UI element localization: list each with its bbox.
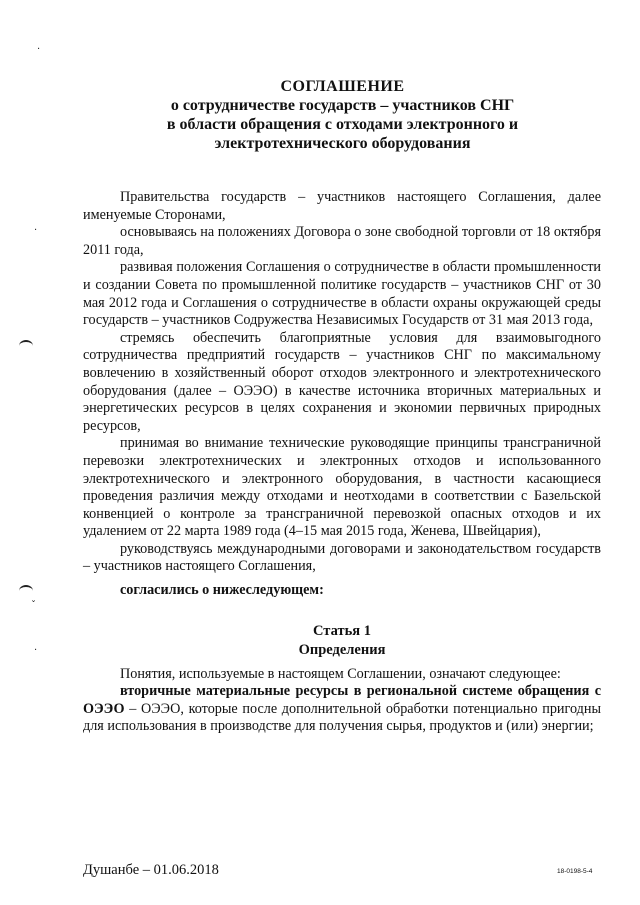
definitions-intro: Понятия, используемые в настоящем Соглашении, означают следующее:	[120, 665, 561, 682]
preamble-paragraph-2: основываясь на положениях Договора о зоне свободной торговли от 18 октября 2011 года,	[83, 224, 601, 258]
punch-hole-mark	[19, 585, 33, 597]
preamble-paragraph-6: руководствуясь международными договорами и законодательством государств – участников настоящего Соглашения,	[83, 540, 601, 575]
definition-item	[83, 683, 601, 736]
scan-dot-mark: ·	[34, 225, 38, 236]
title-line-4: электротехнического оборудования	[214, 135, 471, 152]
preamble-paragraph-5: принимая во внимание технические руководящие принципы трансграничной перевозки электротехнических и электронных отходов и использованного электротехнического и электронного оборудования, в частности касающиеся проведения различия между отходами и неотходами в соответствии с Базельской конвенцией о контроле за трансграничной перевозкой опасных отходов и их удалением от 22 марта 1989 года (4–15 мая 2015 года, Женева, Швейцария),	[83, 435, 601, 540]
scan-dot-mark: ·	[34, 645, 38, 656]
document-title	[90, 77, 595, 153]
punch-hole-mark	[19, 340, 33, 352]
definition-text: – ОЭЭО, которые после дополнительной обработки потенциально пригодны для использования в производстве для получения сырья, продуктов и (или) энергии;	[83, 700, 601, 735]
footer-place-date: Душанбе – 01.06.2018	[83, 862, 219, 878]
article-header	[83, 622, 601, 660]
preamble-paragraph-3: развивая положения Соглашения о сотрудничестве в области промышленности и создании Совета по промышленной политике государств – участников СНГ от 30 мая 2012 года и Соглашения о сотрудничестве в области охраны окружающей среды государств – участников Содружества Независимых Государств от 31 мая 2013 года,	[83, 259, 601, 329]
footer-doc-code: 18-0198-5-4	[557, 868, 593, 875]
article-heading: Определения	[298, 641, 386, 658]
definition-term: вторичные материальные ресурсы в региональной системе обращения с ОЭЭО	[83, 683, 601, 717]
title-line-1: СОГЛАШЕНИЕ	[280, 78, 405, 95]
preamble-paragraph-1: Правительства государств – участников настоящего Соглашения, далее именуемые Сторонами,	[83, 189, 601, 223]
scan-dot-mark: ˇ	[31, 600, 36, 611]
preamble-paragraph-4: стремясь обеспечить благоприятные условия для взаимовыгодного сотрудничества предприятий государств – участников СНГ по максимальному вовлечению в хозяйственный оборот отходов электронного и электротехнического оборудования (далее – ОЭЭО) в качестве источника вторичных материальных и энергетических ресурсов в целях сохранения и экономии первичных природных ресурсов,	[83, 329, 601, 434]
scan-dot-mark: ·	[37, 44, 41, 55]
title-line-3: в области обращения с отходами электронного и	[166, 116, 519, 133]
agreed-clause: согласились о нижеследующем:	[120, 582, 324, 599]
document-body	[83, 189, 601, 736]
title-line-2: о сотрудничестве государств – участников СНГ	[170, 97, 515, 114]
article-number: Статья 1	[313, 622, 371, 639]
